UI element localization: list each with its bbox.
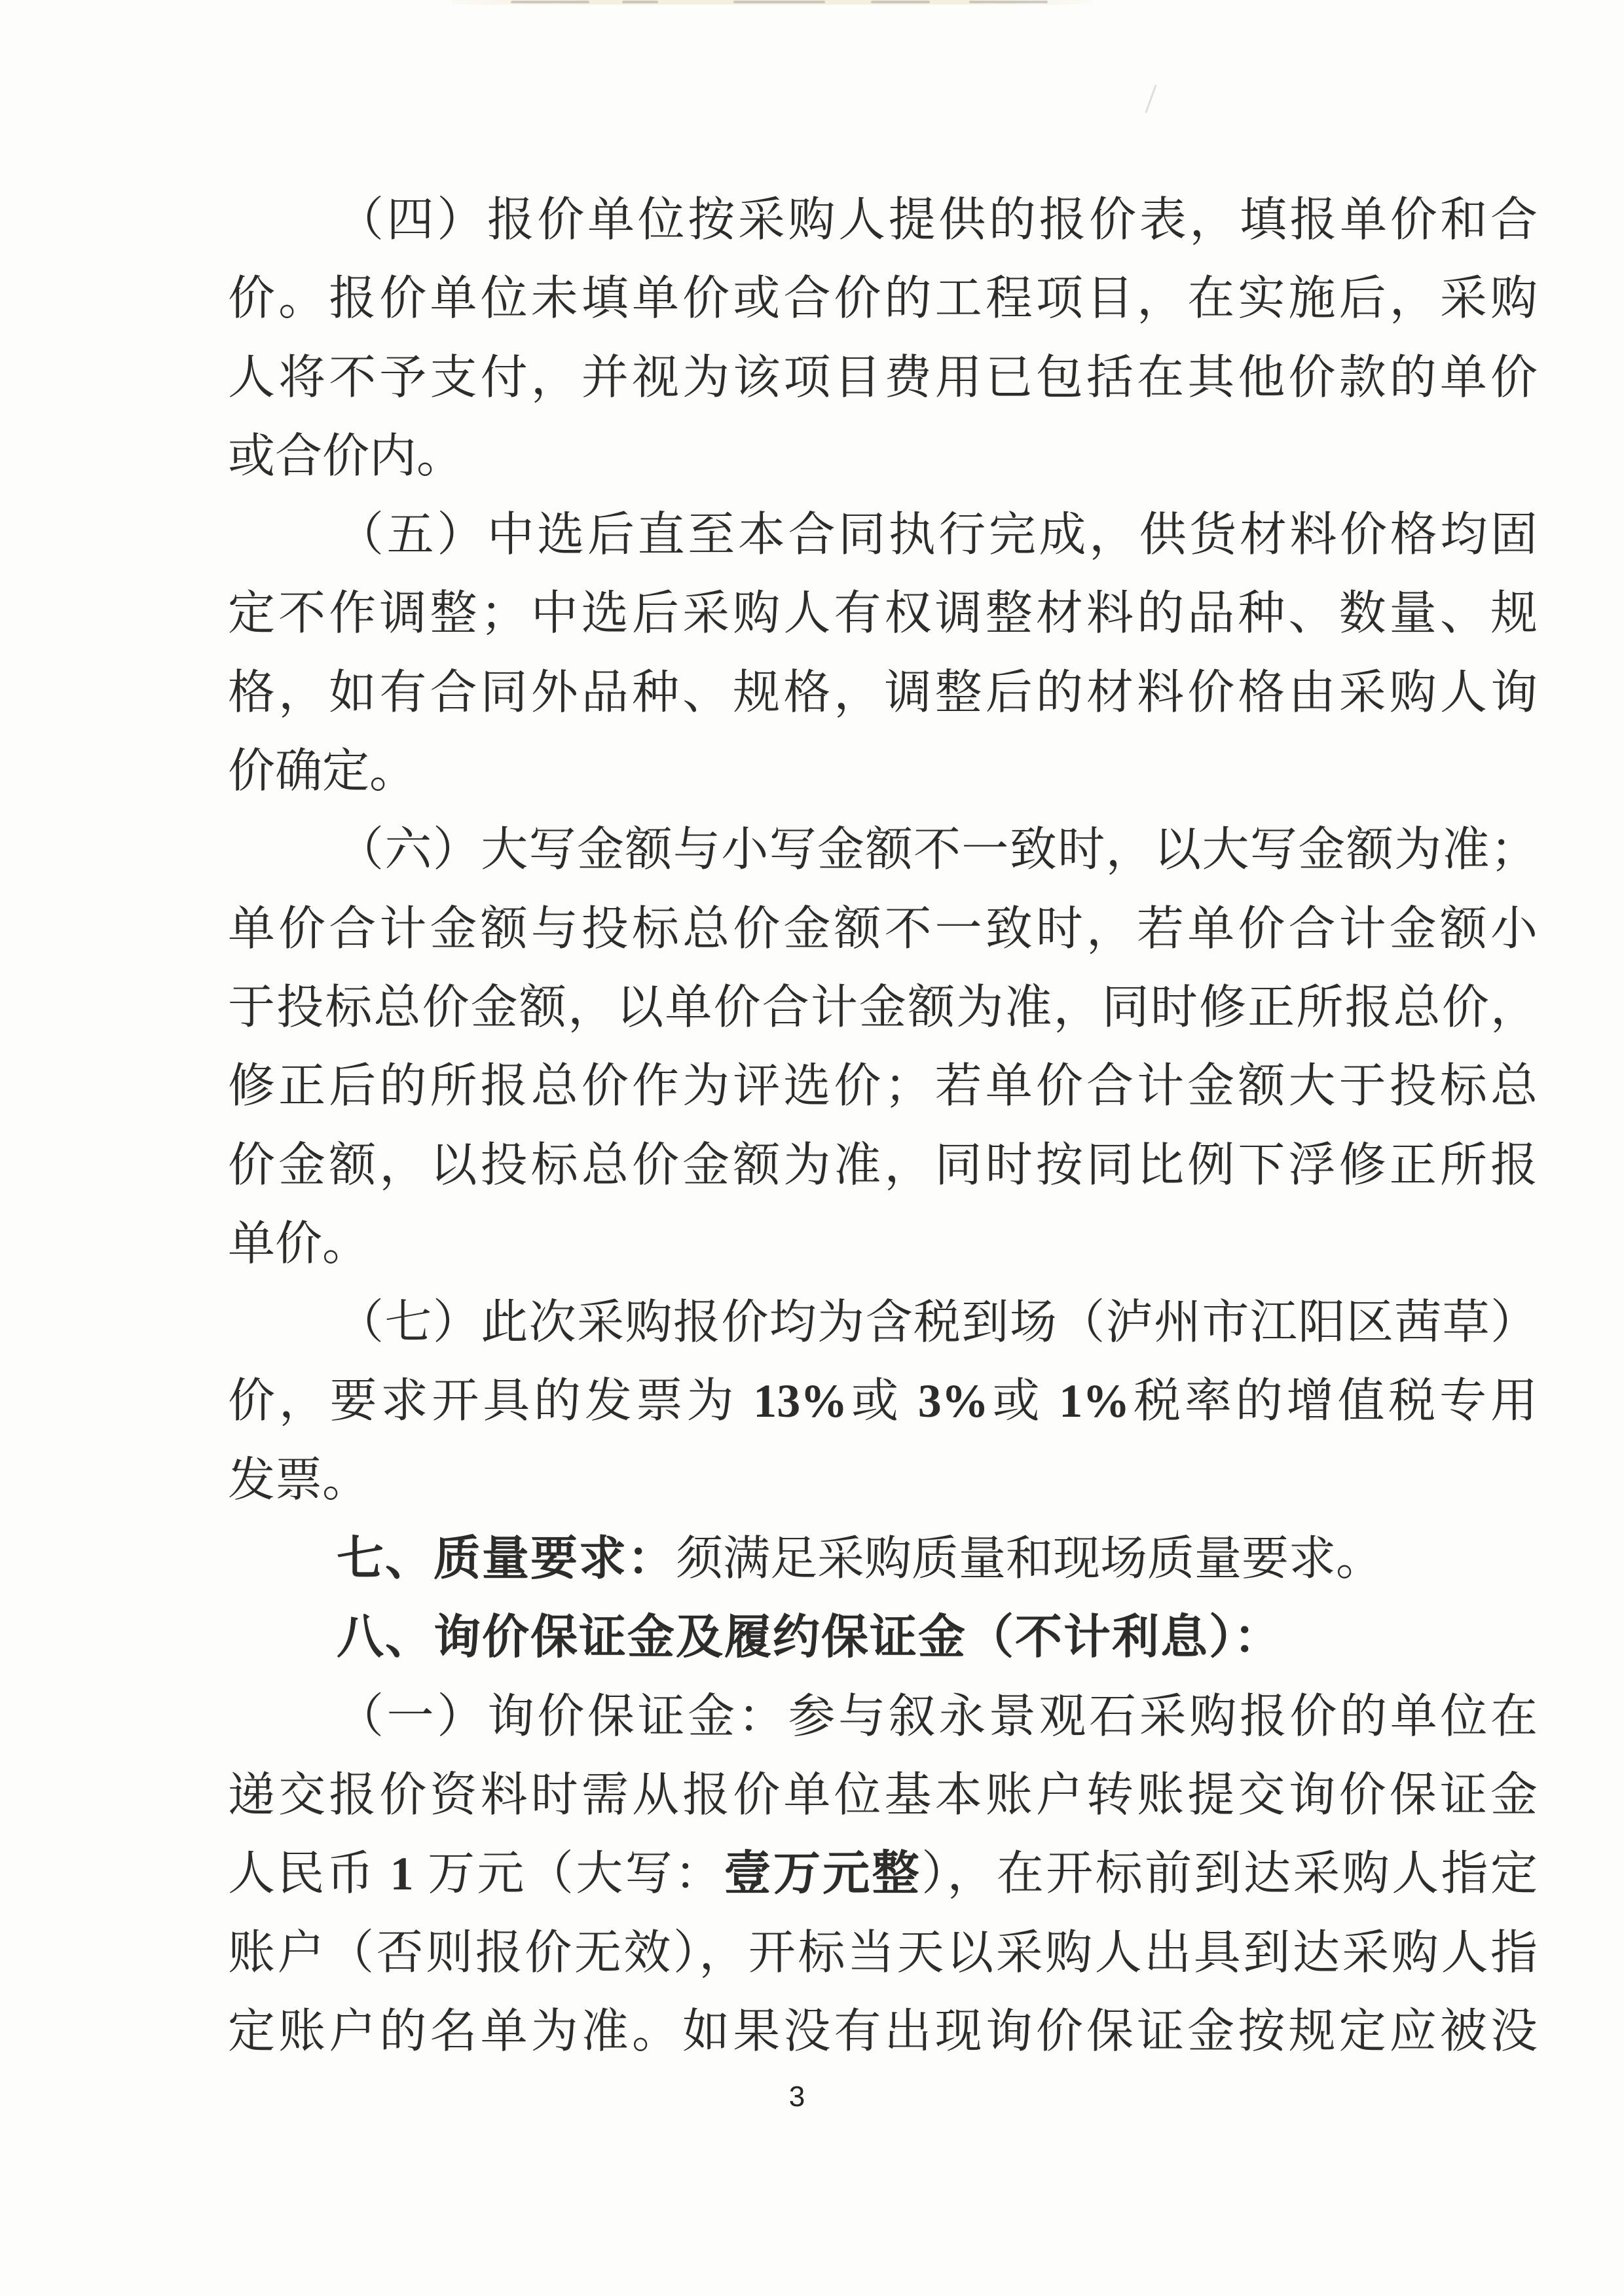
scan-artifact-dash bbox=[622, 1, 658, 3]
text-segment: 人民币 bbox=[228, 1848, 390, 1901]
text-line bbox=[228, 1441, 1538, 1520]
text-segment: （五）中选后直至本合同执行完成，供货材料价格均固 bbox=[337, 509, 1538, 562]
text-segment: 单价合计金额与投标总价金额不一致时，若单价合计金额小 bbox=[228, 902, 1538, 955]
text-segment: 账户（否则报价无效），开标当天以采购人出具到达采购人指 bbox=[228, 1926, 1538, 1979]
text-line bbox=[228, 574, 1538, 653]
text-segment: 格，如有合同外品种、规格，调整后的材料价格由采购人询 bbox=[228, 666, 1538, 719]
text-segment: 定账户的名单为准。如果没有出现询价保证金按规定应被没 bbox=[228, 2005, 1538, 2058]
text-line bbox=[228, 732, 1538, 811]
text-line bbox=[228, 1834, 1538, 1913]
text-segment: 修正后的所报总价作为评选价；若单价合计金额大于投标总 bbox=[228, 1060, 1538, 1113]
bold-text-segment: 3% bbox=[917, 1375, 989, 1428]
bold-text-segment: 壹万元整 bbox=[724, 1848, 922, 1901]
scan-artifact-dash bbox=[511, 1, 589, 3]
text-segment: 或合价内。 bbox=[228, 429, 464, 483]
text-line bbox=[228, 1677, 1538, 1756]
text-line bbox=[228, 1520, 1538, 1598]
text-line bbox=[228, 1362, 1538, 1440]
text-line bbox=[228, 1126, 1538, 1205]
text-segment: 须满足采购质量和现场质量要求。 bbox=[676, 1533, 1384, 1586]
text-line bbox=[228, 259, 1538, 338]
scan-artifact-dash bbox=[969, 1, 1048, 3]
bold-text-segment: 13% bbox=[753, 1375, 848, 1428]
text-segment: 价确定。 bbox=[228, 745, 417, 798]
text-line bbox=[228, 1047, 1538, 1125]
text-segment: 递交报价资料时需从报价单位基本账户转账提交询价保证金 bbox=[228, 1768, 1538, 1821]
text-segment: 价金额，以投标总价金额为准，同时按同比例下浮修正所报 bbox=[228, 1139, 1538, 1192]
text-segment: （一）询价保证金：参与叙永景观石采购报价的单位在 bbox=[337, 1690, 1538, 1743]
text-line bbox=[228, 1598, 1538, 1677]
text-line bbox=[228, 496, 1538, 574]
text-segment: 价。报价单位未填单价或合价的工程项目，在实施后，采购 bbox=[228, 272, 1538, 325]
text-segment: ），在开标前到达采购人指定 bbox=[921, 1848, 1538, 1901]
text-segment: 或 bbox=[847, 1375, 918, 1428]
text-segment: 发票。 bbox=[228, 1453, 370, 1506]
text-line bbox=[228, 811, 1538, 889]
text-segment: 定不作调整；中选后采购人有权调整材料的品种、数量、规 bbox=[228, 587, 1538, 640]
text-segment: （四）报价单位按采购人提供的报价表，填报单价和合 bbox=[337, 194, 1538, 246]
text-segment: 单价。 bbox=[228, 1217, 370, 1270]
scan-artifact-mark bbox=[1145, 84, 1157, 113]
bold-text-segment: 七、质量要求： bbox=[337, 1533, 676, 1586]
text-segment: （七）此次采购报价均为含税到场（泸州市江阳区茜草） bbox=[337, 1296, 1538, 1349]
document-text-block bbox=[228, 181, 1538, 2071]
text-line bbox=[228, 181, 1538, 259]
text-line bbox=[228, 968, 1538, 1047]
text-line bbox=[228, 417, 1538, 496]
text-segment: 万元（大写： bbox=[413, 1848, 724, 1901]
text-segment: （六）大写金额与小写金额不一致时，以大写金额为准； bbox=[337, 824, 1538, 877]
text-line bbox=[228, 1283, 1538, 1362]
text-segment: 于投标总价金额，以单价合计金额为准，同时修正所报总价， bbox=[228, 981, 1538, 1034]
bold-text-segment: 1 bbox=[390, 1848, 414, 1901]
text-line bbox=[228, 1992, 1538, 2071]
text-line bbox=[228, 890, 1538, 968]
scan-artifact-dash bbox=[733, 1, 825, 3]
text-line bbox=[228, 653, 1538, 732]
text-line bbox=[228, 338, 1538, 417]
scan-artifact-dash bbox=[871, 1, 930, 3]
text-line bbox=[228, 1914, 1538, 1992]
text-segment: 价，要求开具的发票为 bbox=[228, 1375, 754, 1428]
bold-text-segment: 1% bbox=[1059, 1375, 1130, 1428]
text-segment: 税率的增值税专用 bbox=[1130, 1375, 1538, 1428]
text-line bbox=[228, 1205, 1538, 1283]
text-line bbox=[228, 1756, 1538, 1834]
text-segment: 人将不予支付，并视为该项目费用已包括在其他价款的单价 bbox=[228, 351, 1538, 404]
page-number: 3 bbox=[788, 2081, 805, 2113]
scan-artifact-top-edge bbox=[452, 0, 1094, 5]
text-segment: 或 bbox=[988, 1375, 1060, 1428]
bold-text-segment: 八、询价保证金及履约保证金（不计利息）： bbox=[337, 1611, 1283, 1664]
